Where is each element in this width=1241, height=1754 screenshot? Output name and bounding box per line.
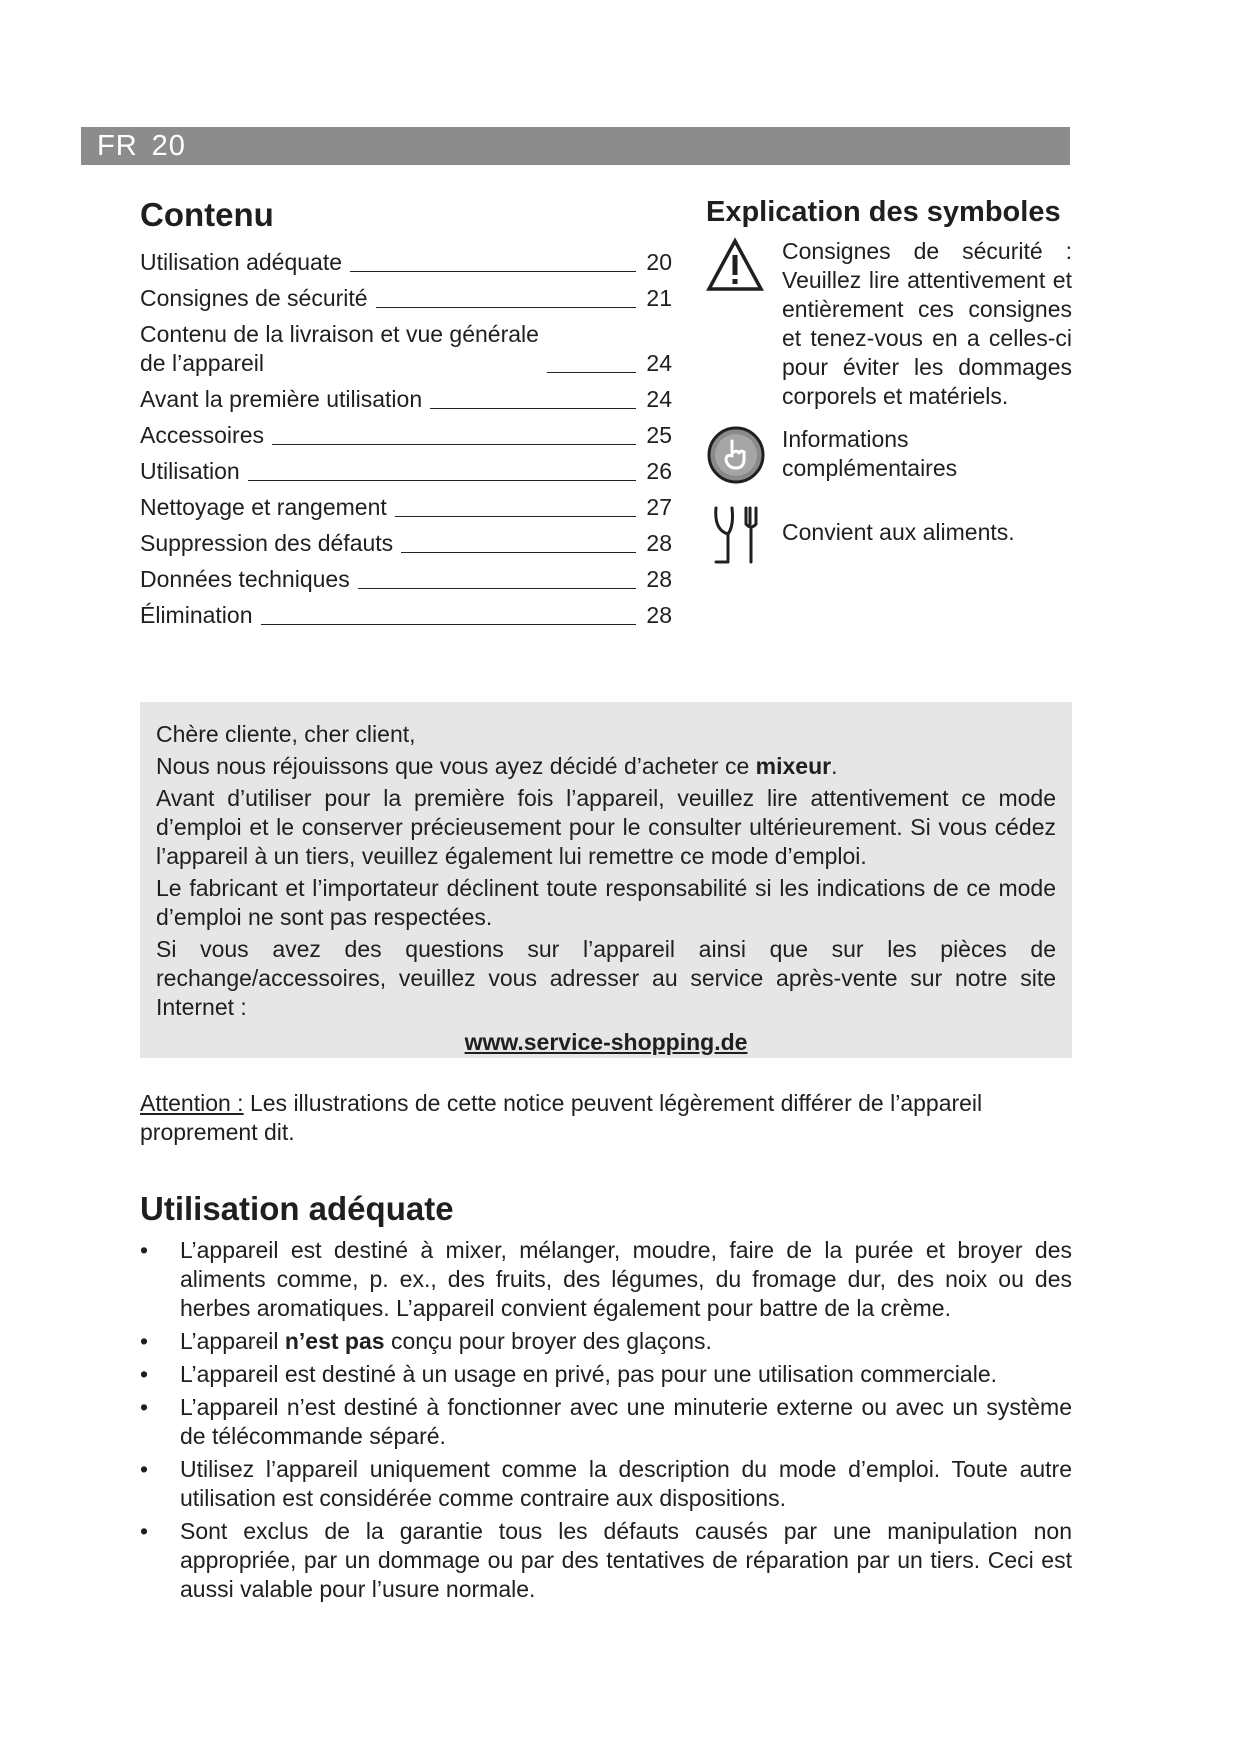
toc-entry-label: Avant la première utilisation [140, 386, 423, 412]
page-number: 20 [151, 130, 186, 162]
list-item [140, 1327, 1072, 1356]
toc-entry-page: 28 [646, 530, 672, 556]
food-safe-icon [706, 504, 782, 573]
toc-entry-label: Utilisation adéquate [140, 249, 343, 275]
table-of-contents [140, 196, 672, 637]
toc-entry[interactable] [140, 565, 672, 594]
greeting-paragraph: Avant d’utiliser pour la première fois l’appareil, veuillez lire attentivement ce mode d’emploi et le conserver précieusement pour le consulter ultérieurement. Si vous cédez l’appareil à un tiers, veuillez également lui remettre ce mode d’emploi. [156, 785, 1056, 869]
toc-leader [430, 408, 636, 409]
list-item-text: L’appareil n’est destiné à fonctionner avec une minuterie externe ou avec un système de télécommande séparé. [180, 1394, 1072, 1449]
greeting-intro-text: Nous nous réjouissons que vous ayez décidé d’acheter ce [156, 753, 756, 779]
page-header-bar [81, 127, 1070, 165]
list-item [140, 1393, 1072, 1451]
toc-entry-page: 25 [646, 422, 672, 448]
toc-entry-label: Consignes de sécurité [140, 285, 368, 311]
greeting-paragraph: Le fabricant et l’importateur déclinent toute responsabilité si les indications de ce mode d’emploi ne sont pas respectées. [156, 875, 1056, 930]
toc-leader [248, 480, 636, 481]
toc-entry[interactable] [140, 248, 672, 277]
toc-leader [395, 516, 636, 517]
toc-entry-label: Nettoyage et rangement [140, 494, 387, 520]
contents-title: Contenu [140, 196, 274, 233]
toc-entry-label: Utilisation [140, 458, 240, 484]
attention-text: Les illustrations de cette notice peuvent légèrement différer de l’appareil proprement dit. [140, 1090, 983, 1145]
list-item-text-end: conçu pour broyer des glaçons. [384, 1328, 712, 1354]
toc-entry-page: 28 [646, 602, 672, 628]
toc-entry-label: Contenu de la livraison et vue générale de l’appareil [140, 321, 539, 376]
symbol-row [706, 237, 1072, 411]
list-item [140, 1236, 1072, 1323]
product-name: mixeur [755, 753, 832, 779]
list-item-text: Utilisez l’appareil uniquement comme la description du mode d’emploi. Toute autre utilisation est considérée comme contraire aux dispositions. [180, 1456, 1072, 1511]
greeting-intro-end: . [831, 753, 838, 779]
toc-entry-page: 26 [646, 458, 672, 484]
list-item [140, 1517, 1072, 1604]
list-item-text: L’appareil est destiné à un usage en privé, pas pour une utilisation commerciale. [180, 1361, 997, 1387]
symbol-description: Consignes de sécurité : Veuillez lire attentivement et entièrement ces consignes et tenez-vous en a celles-ci pour éviter les dommages corporels et matériels. [782, 238, 1072, 409]
list-item-text: Sont exclus de la garantie tous les défauts causés par une manipulation non appropriée, par un dommage ou par des tentatives de réparation par un tiers. Ceci est aussi valable pour l’usure normale. [180, 1518, 1072, 1602]
toc-entry-page: 27 [646, 494, 672, 520]
toc-entry-page: 21 [646, 285, 672, 311]
greeting-paragraph: Si vous avez des questions sur l’appareil ainsi que sur les pièces de rechange/accessoires, veuillez vous adresser au service après-vente sur notre site Internet : [156, 936, 1056, 1020]
toc-entry[interactable] [140, 493, 672, 522]
customer-greeting-box [140, 702, 1072, 1058]
bullet-icon: • [140, 1237, 149, 1263]
toc-entry-label: Données techniques [140, 566, 350, 592]
list-item-emphasis: n’est pas [284, 1328, 385, 1354]
bullet-icon: • [140, 1518, 149, 1544]
toc-leader [272, 444, 636, 445]
intended-use-title: Utilisation adéquate [140, 1190, 454, 1227]
info-hand-icon [706, 425, 782, 490]
toc-entry[interactable] [140, 421, 672, 450]
toc-entry[interactable] [140, 284, 672, 313]
toc-entry[interactable] [140, 529, 672, 558]
symbols-legend [706, 196, 1072, 587]
symbol-row [706, 425, 1072, 490]
toc-leader [547, 372, 636, 373]
toc-leader [401, 552, 636, 553]
toc-entry[interactable] [140, 385, 672, 414]
greeting-intro [156, 752, 1056, 781]
bullet-icon: • [140, 1361, 149, 1387]
bullet-icon: • [140, 1394, 149, 1420]
service-website-link[interactable]: www.service-shopping.de [464, 1029, 748, 1055]
symbol-description: Convient aux aliments. [782, 519, 1015, 545]
intended-use-section [140, 1190, 1072, 1608]
list-item-text: L’appareil [180, 1328, 285, 1354]
toc-leader [350, 271, 636, 272]
toc-entry[interactable] [140, 601, 672, 630]
list-item [140, 1360, 1072, 1389]
toc-leader [376, 307, 636, 308]
toc-entry-label: Élimination [140, 602, 253, 628]
intended-use-list [140, 1236, 1072, 1604]
toc-entry-page: 28 [646, 566, 672, 592]
symbol-description: Informations complémentaires [782, 426, 958, 481]
toc-entry-label: Suppression des défauts [140, 530, 394, 556]
toc-entry-label: Accessoires [140, 422, 264, 448]
bullet-icon: • [140, 1456, 149, 1482]
attention-label: Attention : [140, 1090, 244, 1116]
greeting-salutation: Chère cliente, cher client, [156, 721, 416, 747]
toc-leader [358, 588, 636, 589]
list-item [140, 1455, 1072, 1513]
bullet-icon: • [140, 1328, 149, 1354]
warning-triangle-icon [706, 237, 782, 411]
toc-entry-page: 24 [646, 386, 672, 412]
toc-entry-page: 20 [646, 249, 672, 275]
toc-leader [261, 624, 637, 625]
toc-entry[interactable] [140, 320, 672, 378]
attention-note [140, 1089, 1072, 1147]
toc-entry-page: 24 [646, 350, 672, 376]
list-item-text: L’appareil est destiné à mixer, mélanger, moudre, faire de la purée et broyer des aliments comme, p. ex., des fruits, des légumes, du fromage dur, des noix ou des herbes aromatiques. L’appareil convient également pour battre de la crème. [180, 1237, 1072, 1321]
symbols-title: Explication des symboles [706, 196, 1061, 228]
language-code: FR [97, 130, 138, 162]
symbol-row [706, 504, 1072, 573]
toc-entry[interactable] [140, 457, 672, 486]
